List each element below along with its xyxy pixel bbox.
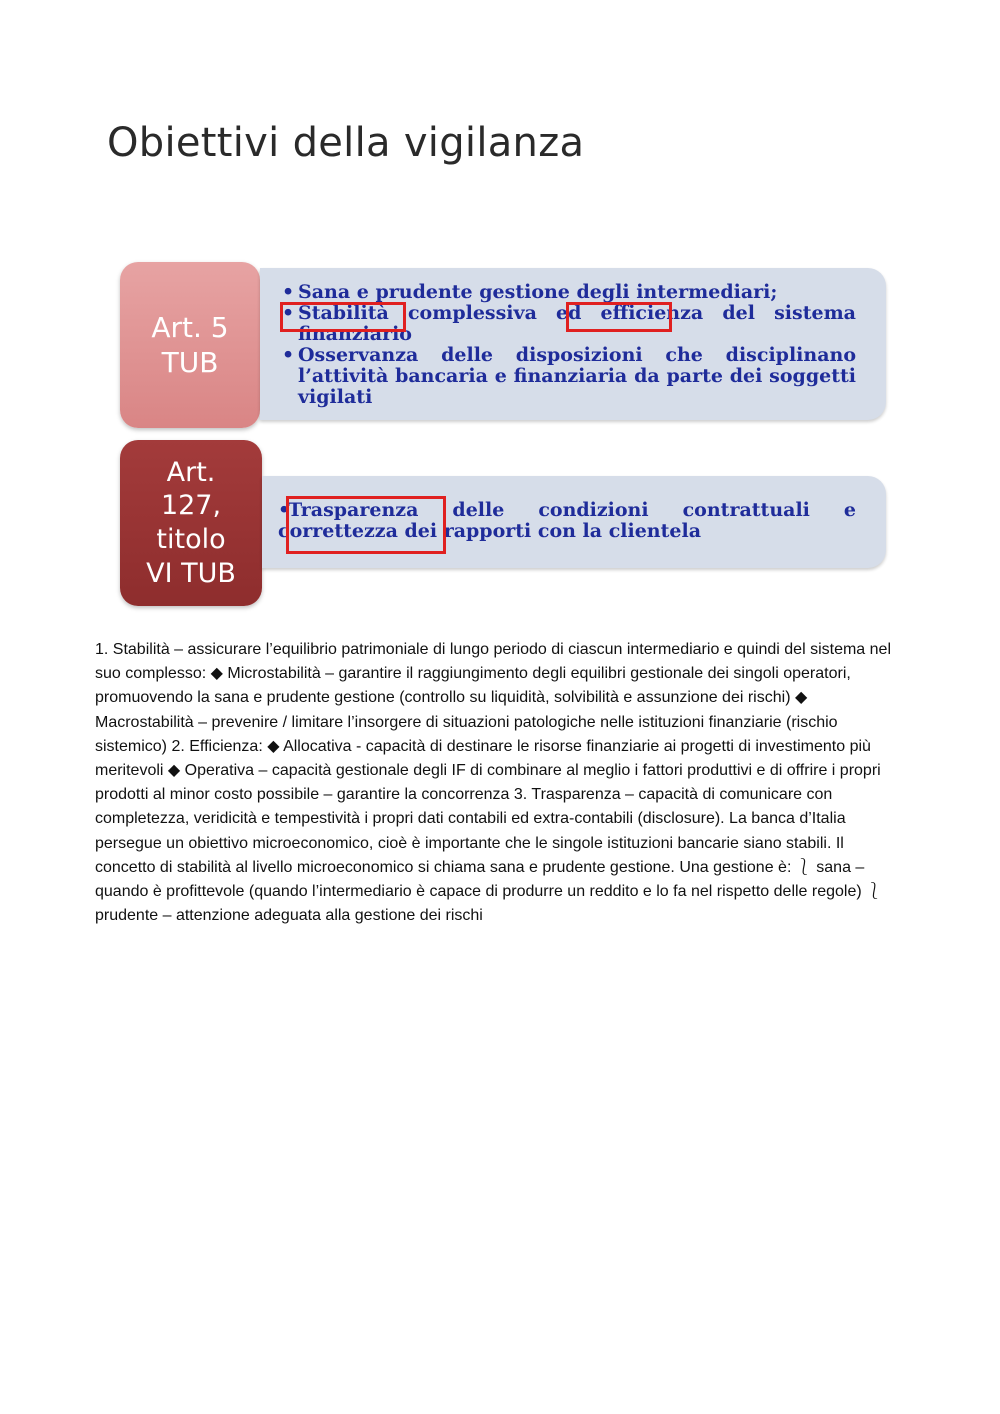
art127-label-line: VI TUB xyxy=(146,557,236,589)
bullet-item: • Trasparenza delle condizioni contrattuali e xyxy=(278,500,856,521)
art127-label-line: Art. xyxy=(166,456,216,488)
art5-label-line: Art. 5 xyxy=(151,311,229,344)
art5-label-line: TUB xyxy=(161,346,219,379)
art127-label-line: titolo xyxy=(156,524,226,555)
bullet-item: • Osservanza delle disposizioni che disciplinano l’attività bancaria e finanziaria da parte dei soggetti vigilati xyxy=(282,345,856,408)
vigilance-objectives-diagram xyxy=(118,260,888,612)
art127-tub-label xyxy=(120,440,262,606)
page-title: Obiettivi della vigilanza xyxy=(107,120,585,166)
efficienza-highlight-box xyxy=(566,302,672,332)
art5-tub-label xyxy=(120,262,260,428)
bullet-item: • Sana e prudente gestione degli intermediari; xyxy=(282,282,856,303)
stabilita-highlight-box xyxy=(280,302,406,332)
art127-objectives-box xyxy=(262,476,886,568)
bullet-item: • Stabilità complessiva ed efficienza del sistema finanziario xyxy=(282,303,856,345)
trasparenza-highlight-box xyxy=(286,496,446,554)
body-paragraph: 1. Stabilità – assicurare l’equilibrio patrimoniale di lungo periodo di ciascun intermediario e quindi del sistema nel suo complesso: ◆ Microstabilità – garantire il raggiungimento degli equilibri gestionale dei singoli operatori, promuovendo la sana e prudente gestione (controllo su liquidità, solvibilità e assunzione dei rischi) ◆ Macrostabilità – prevenire / limitare l’insorgere di situazioni patologiche nelle istituzioni finanziarie (rischio sistemico) 2. Efficienza: ◆ Allocativa - capacità di destinare le risorse finanziarie ai progetti di investimento più meritevoli ◆ Operativa – capacità gestionale degli IF di combinare al meglio i fattori produttivi e di offrire i propri prodotti al minor costo possibile – garantire la concorrenza 3. Trasparenza – capacità di comunicare con completezza, veridicità e tempestività i propri dati contabili ed extra-contabili (disclosure). La banca d’Italia persegue un obiettivo microeconomico, cioè è importante che le singole istituzioni bancarie siano stabili. Il concetto di stabilità al livello microeconomico si chiama sana e prudente gestione. Una gestione è: ⎱ sana – quando è profittevole (quando l’intermediario è capace di produrre un reddito e lo fa nel rispetto delle regole) ⎱ prudente – attenzione adeguata alla gestione dei rischi xyxy=(95,641,891,925)
art5-bullet-list xyxy=(282,282,856,408)
art127-label-line: 127, xyxy=(160,490,222,522)
art5-objectives-box xyxy=(260,268,886,420)
bullet-item-continuation: correttezza dei rapporti con la clientela xyxy=(278,520,702,542)
